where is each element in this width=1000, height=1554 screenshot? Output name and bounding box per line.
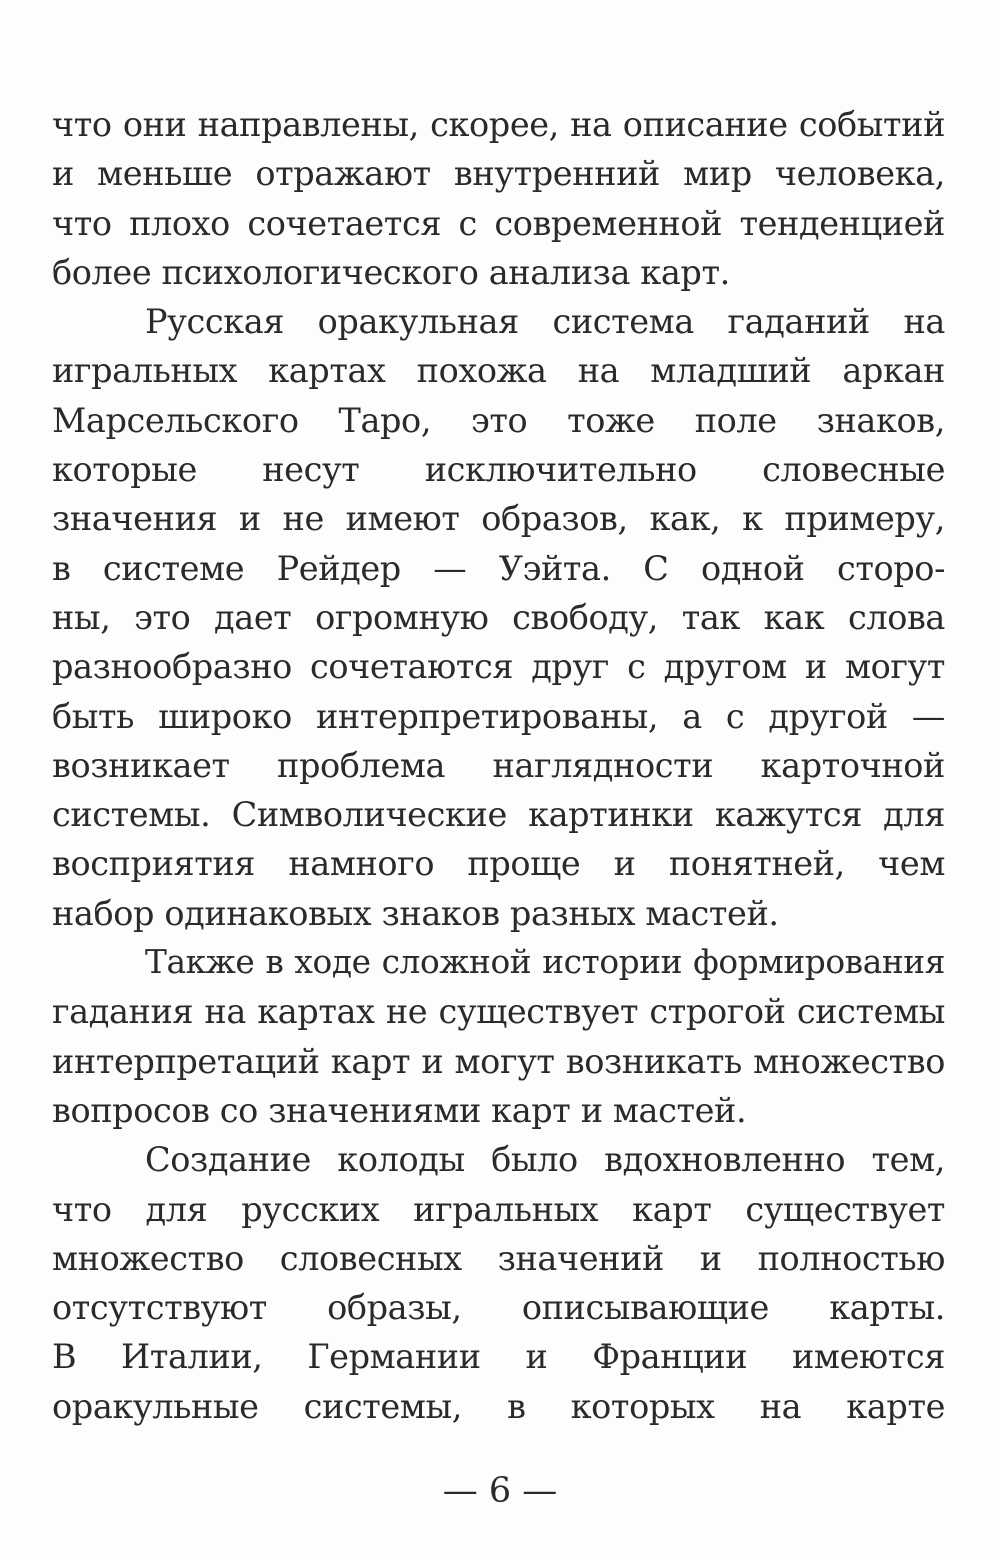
text-line: быть широко интерпретированы, а с другой —	[52, 696, 945, 736]
text-line: вопросов со значениями карт и мастей.	[52, 1090, 747, 1130]
text-line: что плохо сочетается с современной тенденцией	[52, 203, 945, 243]
text-line: Создание колоды было вдохновленно тем,	[145, 1140, 945, 1180]
paragraph-4	[52, 1135, 945, 1431]
text-line: которые несут исключительно словесные	[52, 450, 945, 490]
text-line: игральных картах похожа на младший аркан	[52, 351, 945, 391]
text-line: возникает проблема наглядности карточной	[52, 745, 945, 785]
text-line: гадания на картах не существует строгой системы	[52, 992, 945, 1032]
text-line: в системе Рейдер — Уэйта. С одной сторо-	[52, 548, 945, 588]
text-line: и меньше отражают внутренний мир человека,	[52, 154, 945, 194]
page-number: — 6 —	[442, 1471, 558, 1511]
text-line: Русская оракульная система гаданий на	[145, 302, 945, 342]
text-line: отсутствуют образы, описывающие карты.	[52, 1288, 945, 1328]
paragraph-2	[52, 297, 945, 938]
body-text	[52, 100, 945, 1431]
text-line: восприятия намного проще и понятней, чем	[52, 844, 945, 884]
text-line: системы. Символические картинки кажутся для	[52, 795, 945, 835]
text-line: более психологического анализа карт.	[52, 252, 730, 292]
text-line: Также в ходе сложной истории формирования	[145, 943, 945, 982]
text-line: множество словесных значений и полностью	[52, 1238, 945, 1278]
text-line: оракульные системы, в которых на карте	[52, 1386, 945, 1426]
text-line: интерпретаций карт и могут возникать множество	[52, 1041, 945, 1081]
text-line: набор одинаковых знаков разных мастей.	[52, 893, 779, 933]
text-line: что они направлены, скорее, на описание событий	[52, 105, 945, 144]
text-line: ны, это дает огромную свободу, так как слова	[52, 597, 945, 637]
text-line: В Италии, Германии и Франции имеются	[52, 1337, 945, 1377]
paragraph-1	[52, 100, 945, 297]
text-line: разнообразно сочетаются друг с другом и могут	[52, 647, 945, 687]
text-line: значения и не имеют образов, как, к примеру,	[52, 499, 945, 539]
paragraph-3	[52, 938, 945, 1135]
text-line: Марсельского Таро, это тоже поле знаков,	[52, 400, 945, 440]
text-line: что для русских игральных карт существует	[52, 1189, 945, 1229]
